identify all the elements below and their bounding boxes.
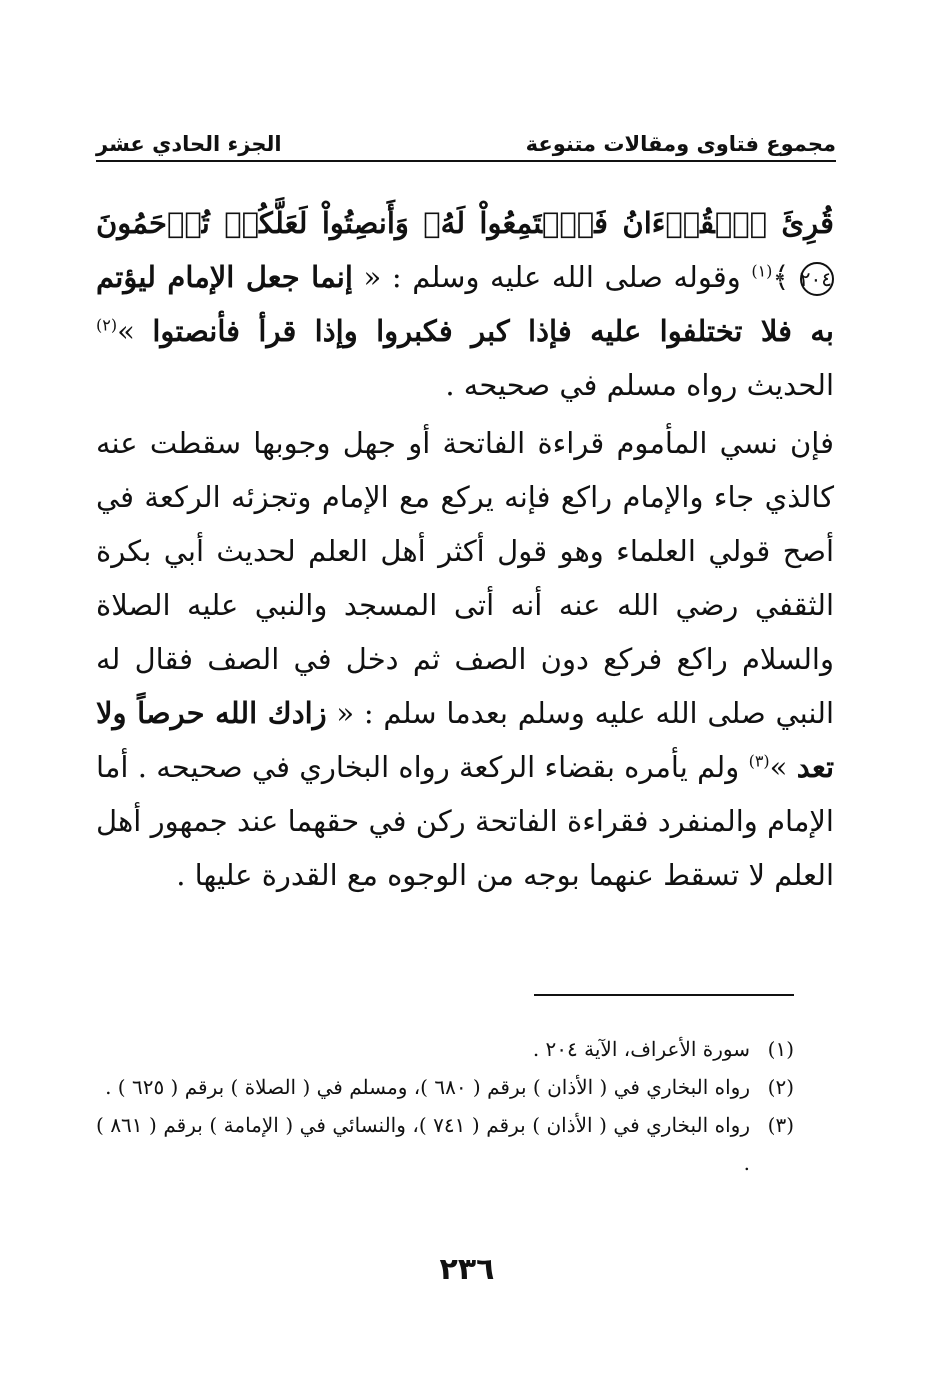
hadith-quote-2: زادك الله حرصاً ولا تعد — [96, 696, 835, 784]
page-number: ٢٣٦ — [439, 1252, 495, 1287]
quran-verse: قُرِئَ ٱلۡقُرۡءَانُ فَٱسۡتَمِعُواْ لَهُۥ وَأَنصِتُواْ لَعَلَّكُمۡ تُرۡحَمُونَ — [96, 206, 834, 240]
open-quote-2: « — [336, 696, 355, 730]
footnote-1 — [96, 1030, 794, 1068]
volume-label: الجزء الحادي عشر — [96, 132, 282, 156]
footnote-text: سورة الأعراف، الآية ٢٠٤ . — [532, 1037, 750, 1061]
footnote-number: (١) — [767, 1037, 794, 1061]
paragraph-1 — [96, 196, 834, 412]
footnote-divider — [534, 994, 794, 996]
footnote-ref-3: (٣) — [748, 751, 770, 771]
open-quote-1: « — [363, 260, 382, 294]
paragraph-2-text-b: ولم يأمره بقضاء الركعة رواه البخاري في صحيحه . أما الإمام والمنفرد فقراءة الفاتحة ركن في حقهما عند جمهور أهل العلم لا تسقط عنهما بوجه من الوجوه مع القدرة عليها . — [96, 750, 834, 892]
book-title: مجموع فتاوى ومقالات متنوعة — [525, 132, 836, 156]
footnote-text: رواه البخاري في ( الأذان ) برقم ( ٦٨٠ )، ومسلم في ( الصلاة ) برقم ( ٦٢٥ ) . — [105, 1075, 750, 1099]
paragraph-2-text-a: فإن نسي المأموم قراءة الفاتحة أو جهل وجوبها سقطت عنه كالذي جاء والإمام راكع فإنه يركع مع الإمام وتجزئه الركعة في أصح قولي العلماء وهو قول أكثر أهل العلم لحديث أبي بكرة الثقفي رضي الله عنه أنه أتى المسجد والنبي عليه الصلاة والسلام راكع فركع دون الصف ثم دخل في الصف فقال له النبي صلى الله عليه وسلم بعدما سلم : — [96, 426, 835, 730]
footnote-number: (٣) — [767, 1113, 794, 1137]
paragraph-1-text-a: وقوله صلى الله عليه وسلم : — [391, 260, 741, 294]
running-header — [96, 124, 836, 156]
ayah-number-marker: ٢٠٤ — [800, 262, 834, 296]
footnote-ref-1: (١) — [751, 261, 773, 281]
paragraph-1-text-b: الحديث رواه مسلم في صحيحه . — [445, 368, 834, 402]
header-divider — [96, 160, 836, 162]
paragraph-2 — [96, 416, 834, 902]
footnote-text: رواه البخاري في ( الأذان ) برقم ( ٧٤١ )، والنسائي في ( الإمامة ) برقم ( ٨٦١ ) . — [96, 1113, 751, 1175]
footnote-number: (٢) — [767, 1075, 794, 1099]
main-text — [96, 196, 834, 902]
close-quote-2: » — [769, 750, 788, 784]
footnote-3 — [96, 1106, 794, 1182]
hadith-quote-1: إنما جعل الإمام ليؤتم به فلا تختلفوا عليه فإذا كبر فكبروا وإذا قرأ فأنصتوا — [96, 260, 834, 348]
footnote-ref-2: (٢) — [96, 315, 118, 335]
close-quote-1: » — [117, 314, 135, 348]
footnotes — [96, 1030, 794, 1182]
quran-close-bracket: ﴾ — [772, 260, 790, 294]
footnote-2 — [96, 1068, 794, 1106]
